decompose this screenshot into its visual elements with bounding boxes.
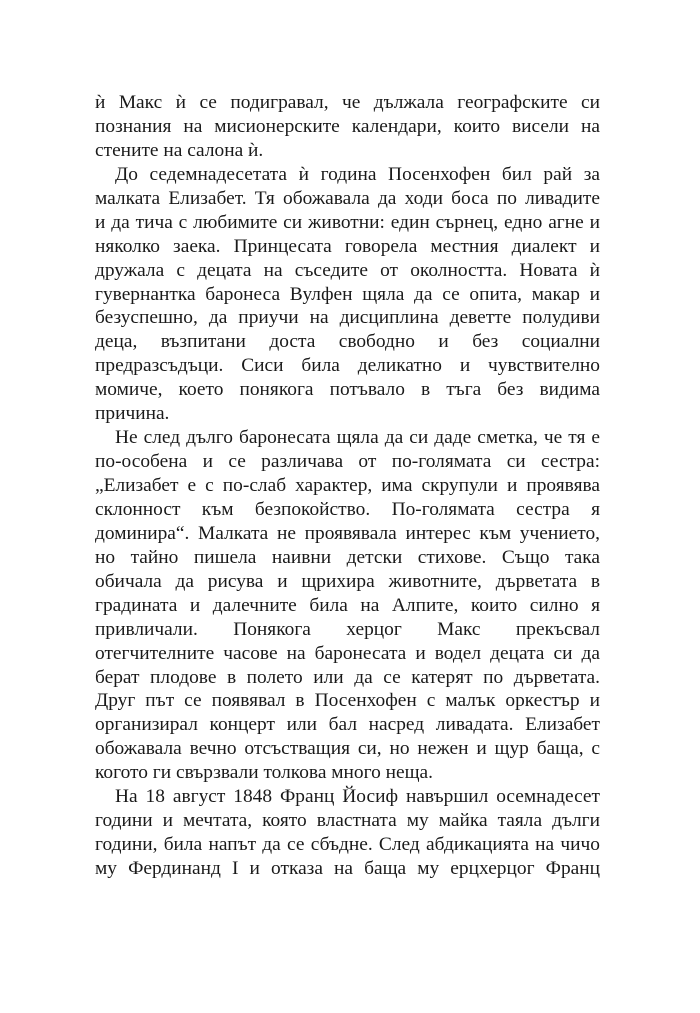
text-line: момиче, което понякога потъвало в тъга без видима <box>95 379 600 401</box>
text-line: На 18 август 1848 Франц Йосиф навършил осемнадесет <box>115 786 600 808</box>
text-line: няколко заека. Принцесата говорела местния диалект и <box>95 235 600 257</box>
text-line: „Елизабет е с по-слаб характер, има скрупули и проявява <box>95 475 600 496</box>
text-line: познания на мисионерските календари, които висели на <box>95 115 600 137</box>
text-line: предразсъдъци. Сиси била деликатно и чувствително <box>95 355 600 377</box>
text-line: Друг път се появявал в Посенхофен с малък оркестър и <box>95 690 600 712</box>
text-line: но тайно пишела наивни детски стихове. Също така <box>95 546 600 568</box>
text-line: безуспешно, да приучи на дисциплина деветте полудиви <box>95 307 600 329</box>
text-line: и да тича с любимите си животни: един сърнец, едно агне и <box>95 211 600 233</box>
text-line: берат плодове в полето или да се катерят по дърветата. <box>95 666 600 688</box>
text-line: доминира“. Малката не проявявала интерес към учението, <box>95 522 600 544</box>
text-line: гувернантка баронеса Вулфен щяла да се опита, макар и <box>95 283 600 305</box>
body-text <box>95 91 600 881</box>
text-line: привличали. Понякога херцог Макс прекъсвал <box>95 618 600 640</box>
text-line: До седемнадесетата ѝ година Посенхофен бил рай за <box>115 163 600 185</box>
text-line: организирал концерт или бал насред ливадата. Елизабет <box>95 714 600 736</box>
text-line: обичала да рисува и щрихира животните, дърветата в <box>95 570 600 592</box>
text-line: склонност към безпокойство. По-голямата сестра я <box>95 498 600 520</box>
text-line: обожавала вечно отсъстващия си, но нежен и щур баща, с <box>95 738 600 760</box>
text-line: стените на салона ѝ. <box>95 139 264 161</box>
text-line: когото ги свързвали толкова много неща. <box>95 762 433 784</box>
text-line: отегчителните часове на баронесата и водел децата си да <box>95 642 600 664</box>
text-line: му Фердинанд I и отказа на баща му ерцхерцог Франц <box>95 858 600 879</box>
text-line: Не след дълго баронесата щяла да си даде сметка, че тя е <box>115 427 600 449</box>
text-line: причина. <box>95 403 170 425</box>
text-line: години, била напът да се сбъдне. След абдикацията на чичо <box>95 834 600 856</box>
text-line: деца, възпитани доста свободно и без социални <box>95 331 600 353</box>
text-line: по-особена и се различава от по-голямата си сестра: <box>95 451 600 473</box>
text-line: градината и далечните била на Алпите, които силно я <box>95 594 600 616</box>
text-line: малката Елизабет. Тя обожавала да ходи боса по ливадите <box>95 187 600 209</box>
text-line: дружала с децата на съседите от околността. Новата ѝ <box>95 259 600 281</box>
text-line: ѝ Макс ѝ се подигравал, че дължала географските си <box>95 92 600 113</box>
text-line: години и мечтата, която властната му майка таяла дълги <box>95 810 600 832</box>
